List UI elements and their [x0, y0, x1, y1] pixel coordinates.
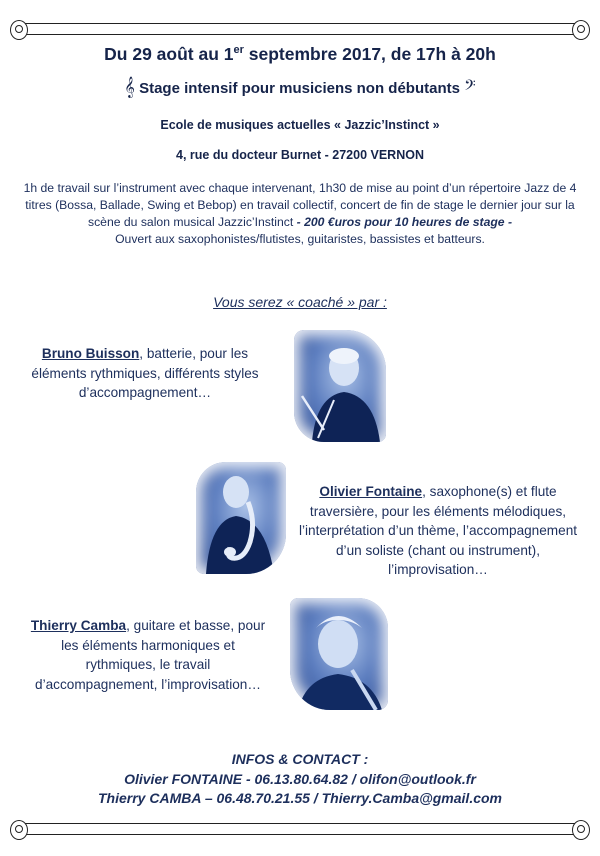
price-info: - 200 €uros pour 10 heures de stage -	[296, 215, 513, 229]
school-address: 4, rue du docteur Burnet - 27200 VERNON	[176, 148, 424, 162]
stage-description: 1h de travail sur l’instrument avec chaque intervenant, 1h30 de mise au point d’un répertoire Jazz de 4 titres (Bossa, Ballade, Swing et Bebop) en travail collectif, concert de fin de stage le dernier jour sur la scène du salon musical Jazzic’Instinct - 200 €uros pour 10 heures de stage - Ouvert aux saxophonistes/flutistes, guitaristes, bassistes et batteurs.	[23, 181, 577, 246]
coach-name: Olivier Fontaine	[319, 484, 423, 499]
coach-name: Thierry Camba	[30, 618, 127, 633]
bottom-scroll-border	[8, 818, 592, 842]
coach-bio-bruno: Bruno Buisson, batterie, pour les éléments rythmiques, différents styles d’accompagnement…	[31, 346, 259, 400]
coach-name: Bruno Buisson	[41, 346, 140, 361]
event-subtitle	[0, 77, 600, 98]
coach-heading: Vous serez « coaché » par :	[213, 294, 387, 310]
photo-bruno-buisson	[294, 330, 386, 442]
treble-clef-icon: 𝄞	[124, 77, 135, 98]
subtitle-text: Stage intensif pour musiciens non débutants	[139, 80, 460, 97]
coach-bio-olivier: Olivier Fontaine, saxophone(s) et flute traversière, pour les éléments mélodiques, l’interprétation d’un thème, l’accompagnement d’un soliste (chant ou instrument), l’improvisation…	[298, 484, 578, 577]
audience-info: Ouvert aux saxophonistes/flutistes, guitaristes, bassistes et batteurs.	[115, 232, 485, 246]
bass-clef-icon: 𝄢	[464, 77, 476, 98]
contact-heading: INFOS & CONTACT :	[231, 751, 369, 767]
top-scroll-border	[8, 18, 592, 42]
photo-olivier-fontaine	[196, 462, 286, 574]
coach-bio-thierry: Thierry Camba, guitare et basse, pour les éléments harmoniques et rythmiques, le travail d’accompagnement, l’improvisation…	[30, 618, 266, 692]
event-dates-title: Du 29 août au 1er septembre 2017, de 17h à 20h	[104, 44, 496, 64]
contact-thierry[interactable]: Thierry CAMBA – 06.48.70.21.55 / Thierry.Camba@gmail.com	[98, 790, 502, 806]
contact-olivier[interactable]: Olivier FONTAINE - 06.13.80.64.82 / olifon@outlook.fr	[124, 770, 476, 787]
contact-section	[0, 750, 600, 809]
photo-thierry-camba	[290, 598, 388, 710]
school-name: Ecole de musiques actuelles « Jazzic’Instinct »	[160, 118, 440, 132]
